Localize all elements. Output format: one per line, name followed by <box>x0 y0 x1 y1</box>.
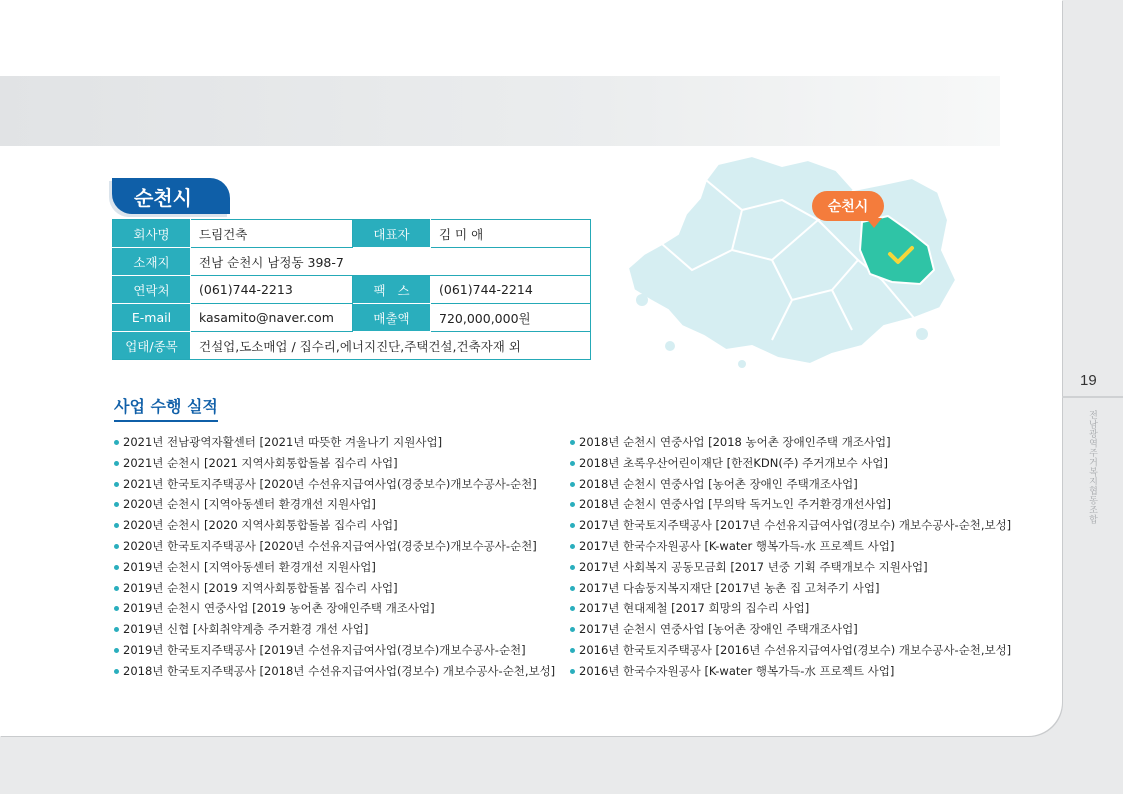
phone-value: (061)744-2213 <box>191 276 353 304</box>
bullet-icon <box>570 523 575 528</box>
company-info-table <box>112 219 591 360</box>
page-number-rule <box>1062 396 1123 398</box>
record-text: 2017년 현대제철 [2017 희망의 집수리 사업] <box>579 601 810 616</box>
record-text: 2017년 한국토지주택공사 [2017년 수선유지급여사업(경보수) 개보수공사-순천,보성] <box>579 518 1012 533</box>
bullet-icon <box>114 502 119 507</box>
list-item <box>570 432 1011 453</box>
record-text: 2020년 한국토지주택공사 [2020년 수선유지급여사업(경중보수)개보수공사-순천] <box>123 538 537 553</box>
list-item <box>570 557 1011 578</box>
list-item <box>114 619 555 640</box>
business-value: 건설업,도소매업 / 집수리,에너지진단,주택건설,건축자재 외 <box>191 332 591 360</box>
bullet-icon <box>114 669 119 674</box>
record-text: 2017년 사회복지 공동모금회 [2017 년중 기획 주택개보수 지원사업] <box>579 559 928 574</box>
record-text: 2021년 한국토지주택공사 [2020년 수선유지급여사업(경중보수)개보수공사-순천] <box>123 476 537 491</box>
bullet-icon <box>114 440 119 445</box>
list-item <box>114 474 555 495</box>
record-text: 2019년 순천시 [지역아동센터 환경개선 지원사업] <box>123 559 376 574</box>
record-text: 2018년 순천시 연중사업 [농어촌 장애인 주택개조사업] <box>579 476 858 491</box>
record-text: 2016년 한국토지주택공사 [2016년 수선유지급여사업(경보수) 개보수공사-순천,보성] <box>579 642 1012 657</box>
bullet-icon <box>114 523 119 528</box>
bullet-icon <box>114 482 119 487</box>
record-text: 2018년 초록우산어린이재단 [한전KDN(주) 주거개보수 사업] <box>579 455 889 470</box>
table-row <box>113 276 591 304</box>
list-item <box>114 557 555 578</box>
list-item <box>114 640 555 661</box>
bullet-icon <box>114 565 119 570</box>
side-org-text: 전남광역주거복지협동조합 <box>1087 410 1097 524</box>
record-text: 2019년 순천시 연중사업 [2019 농어촌 장애인주택 개조사업] <box>123 601 435 616</box>
list-item <box>114 432 555 453</box>
table-row <box>113 304 591 332</box>
company-value: 드림건축 <box>191 220 353 248</box>
record-text: 2019년 한국토지주택공사 [2019년 수선유지급여사업(경보수)개보수공사-순천] <box>123 642 526 657</box>
fax-value: (061)744-2214 <box>431 276 591 304</box>
list-item <box>114 578 555 599</box>
bullet-icon <box>570 669 575 674</box>
bullet-icon <box>570 586 575 591</box>
record-text: 2017년 순천시 연중사업 [농어촌 장애인 주택개조사업] <box>579 622 858 637</box>
bullet-icon <box>114 648 119 653</box>
bullet-icon <box>570 544 575 549</box>
bullet-icon <box>570 606 575 611</box>
region-map <box>622 150 982 370</box>
sales-value: 720,000,000원 <box>431 304 591 332</box>
records-list-right <box>570 432 1011 682</box>
island-shape <box>738 360 746 368</box>
bullet-icon <box>570 482 575 487</box>
list-item <box>114 515 555 536</box>
email-value: kasamito@naver.com <box>191 304 353 332</box>
sales-label: 매출액 <box>353 304 431 332</box>
page-number: 19 <box>1080 372 1097 389</box>
bullet-icon <box>114 606 119 611</box>
list-item <box>570 453 1011 474</box>
map-tag-pointer <box>866 218 882 228</box>
bullet-icon <box>114 544 119 549</box>
list-item <box>570 515 1011 536</box>
phone-label: 연락처 <box>113 276 191 304</box>
list-item <box>570 640 1011 661</box>
table-row <box>113 220 591 248</box>
list-item <box>570 578 1011 599</box>
list-item <box>570 619 1011 640</box>
table-row <box>113 332 591 360</box>
list-item <box>570 536 1011 557</box>
address-label: 소재지 <box>113 248 191 276</box>
list-item <box>114 494 555 515</box>
list-item <box>570 598 1011 619</box>
records-list-left <box>114 432 555 682</box>
header-band <box>0 76 1000 146</box>
island-shape <box>916 328 928 340</box>
business-label: 업태/종목 <box>113 332 191 360</box>
bullet-icon <box>570 461 575 466</box>
bullet-icon <box>114 461 119 466</box>
fax-label: 팩 스 <box>353 276 431 304</box>
record-text: 2017년 한국수자원공사 [K-water 행복가득-水 프로젝트 사업] <box>579 538 895 553</box>
record-text: 2018년 순천시 연중사업 [2018 농어촌 장애인주택 개조사업] <box>579 435 891 449</box>
ceo-value: 김 미 애 <box>431 220 591 248</box>
bullet-icon <box>570 648 575 653</box>
record-text: 2016년 한국수자원공사 [K-water 행복가득-水 프로젝트 사업] <box>579 663 895 678</box>
region-title: 순천시 <box>112 178 230 214</box>
record-text: 2018년 한국토지주택공사 [2018년 수선유지급여사업(경보수) 개보수공사-순천,보성] <box>123 663 556 678</box>
island-shape <box>636 294 648 306</box>
section-title: 사업 수행 실적 <box>114 394 218 422</box>
company-label: 회사명 <box>113 220 191 248</box>
bullet-icon <box>570 440 575 445</box>
bullet-icon <box>570 565 575 570</box>
record-text: 2021년 순천시 [2021 지역사회통합돌봄 집수리 사업] <box>123 455 398 470</box>
list-item <box>570 474 1011 495</box>
record-text: 2020년 순천시 [지역아동센터 환경개선 지원사업] <box>123 497 376 512</box>
table-row <box>113 248 591 276</box>
ceo-label: 대표자 <box>353 220 431 248</box>
list-item <box>114 453 555 474</box>
bullet-icon <box>570 502 575 507</box>
map-tag: 순천시 <box>812 191 884 221</box>
island-shape <box>665 341 675 351</box>
email-label: E-mail <box>113 304 191 332</box>
record-text: 2021년 전남광역자활센터 [2021년 따뜻한 겨울나기 지원사업] <box>123 435 443 449</box>
bullet-icon <box>570 627 575 632</box>
record-text: 2019년 신협 [사회취약계층 주거환경 개선 사업] <box>123 622 369 637</box>
address-value: 전남 순천시 남정동 398-7 <box>191 248 591 276</box>
record-text: 2019년 순천시 [2019 지역사회통합돌봄 집수리 사업] <box>123 580 398 595</box>
bullet-icon <box>114 627 119 632</box>
record-text: 2018년 순천시 연중사업 [무의탁 독거노인 주거환경개선사업] <box>579 497 892 512</box>
list-item <box>114 661 555 682</box>
list-item <box>570 661 1011 682</box>
list-item <box>114 598 555 619</box>
list-item <box>114 536 555 557</box>
list-item <box>570 494 1011 515</box>
record-text: 2017년 다솜둥지복지재단 [2017년 농촌 집 고쳐주기 사업] <box>579 580 880 595</box>
record-text: 2020년 순천시 [2020 지역사회통합돌봄 집수리 사업] <box>123 518 398 533</box>
bullet-icon <box>114 586 119 591</box>
